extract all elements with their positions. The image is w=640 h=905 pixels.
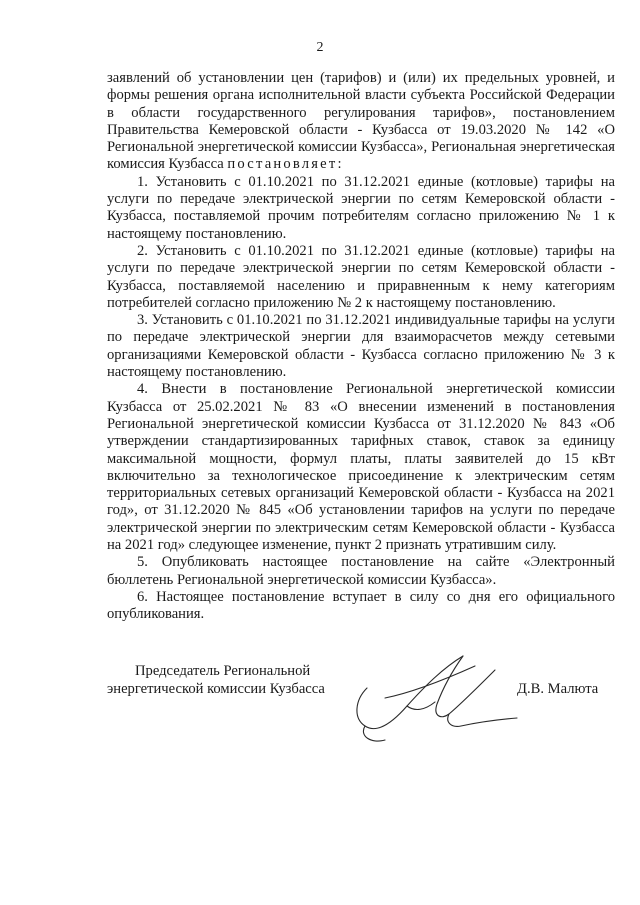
paragraph-3: 3. Установить с 01.10.2021 по 31.12.2021 индивидуальные тарифы на услуги по передаче электрической энергии для взаиморасчетов между сетевыми организациями Кемеровской области - Кузбасса согласно приложению № 3 к настоящему постановлению. — [107, 312, 615, 381]
document-body — [107, 70, 615, 624]
page-number: 2 — [316, 40, 324, 55]
intro-verb: постановляет: — [227, 156, 344, 173]
paragraph-5: 5. Опубликовать настоящее постановление на сайте «Электронный бюллетень Региональной энергетической комиссии Кузбасса». — [107, 554, 615, 588]
paragraph-6: 6. Настоящее постановление вступает в силу со дня его официального опубликования. — [107, 588, 615, 623]
paragraph-4: 4. Внести в постановление Региональной энергетической комиссии Кузбасса от 25.02.2021 № 83 «О внесении изменений в постановления Региональной энергетической комиссии Кузбасса от 31.12.2020 № 843 «Об утверждении стандартизированных тарифных ставок, ставок за единицу максимальной мощности, формул платы, платы заявителей до 15 кВт включительно за технологическое присоединение к электрическим сетям территориальных сетевых организаций Кемеровской области - Кузбасса на 2021 год», от 31.12.2020 № 845 «Об установлении тарифов на услуги по передаче электрической энергии по электрическим сетям Кемеровской области - Кузбасса на 2021 год» следующее изменение, пункт 2 признать утратившим силу. — [107, 381, 615, 554]
paragraph-intro — [107, 70, 615, 174]
signatory-title-line1: Председатель Региональной — [135, 663, 311, 679]
signatory-title — [107, 662, 325, 698]
handwritten-signature — [345, 648, 525, 748]
signatory-name: Д.В. Малюта — [517, 681, 599, 697]
paragraph-1: 1. Установить с 01.10.2021 по 31.12.2021 единые (котловые) тарифы на услуги по передаче электрической энергии по сетям Кемеровской области - Кузбасса, поставляемой прочим потребителям согласно приложению № 1 к настоящему постановлению. — [107, 173, 615, 242]
paragraph-2: 2. Установить с 01.10.2021 по 31.12.2021 единые (котловые) тарифы на услуги по передаче электрической энергии по сетям Кемеровской области - Кузбасса, поставляемой населению и приравненным к нему категориям потребителей согласно приложению № 2 к настоящему постановлению. — [107, 242, 615, 311]
signatory-title-line2: энергетической комиссии Кузбасса — [107, 681, 325, 697]
intro-text: заявлений об установлении цен (тарифов) и (или) их предельных уровней, и формы решения органа исполнительной власти субъекта Российской Федерации в области государственного регулирования тарифов», постановлением Правительства Кемеровской области - Кузбасса от 19.03.2020 № 142 «О Региональной энергетической комиссии Кузбасса», Региональная энергетическая комиссия Кузбасса — [107, 70, 615, 173]
